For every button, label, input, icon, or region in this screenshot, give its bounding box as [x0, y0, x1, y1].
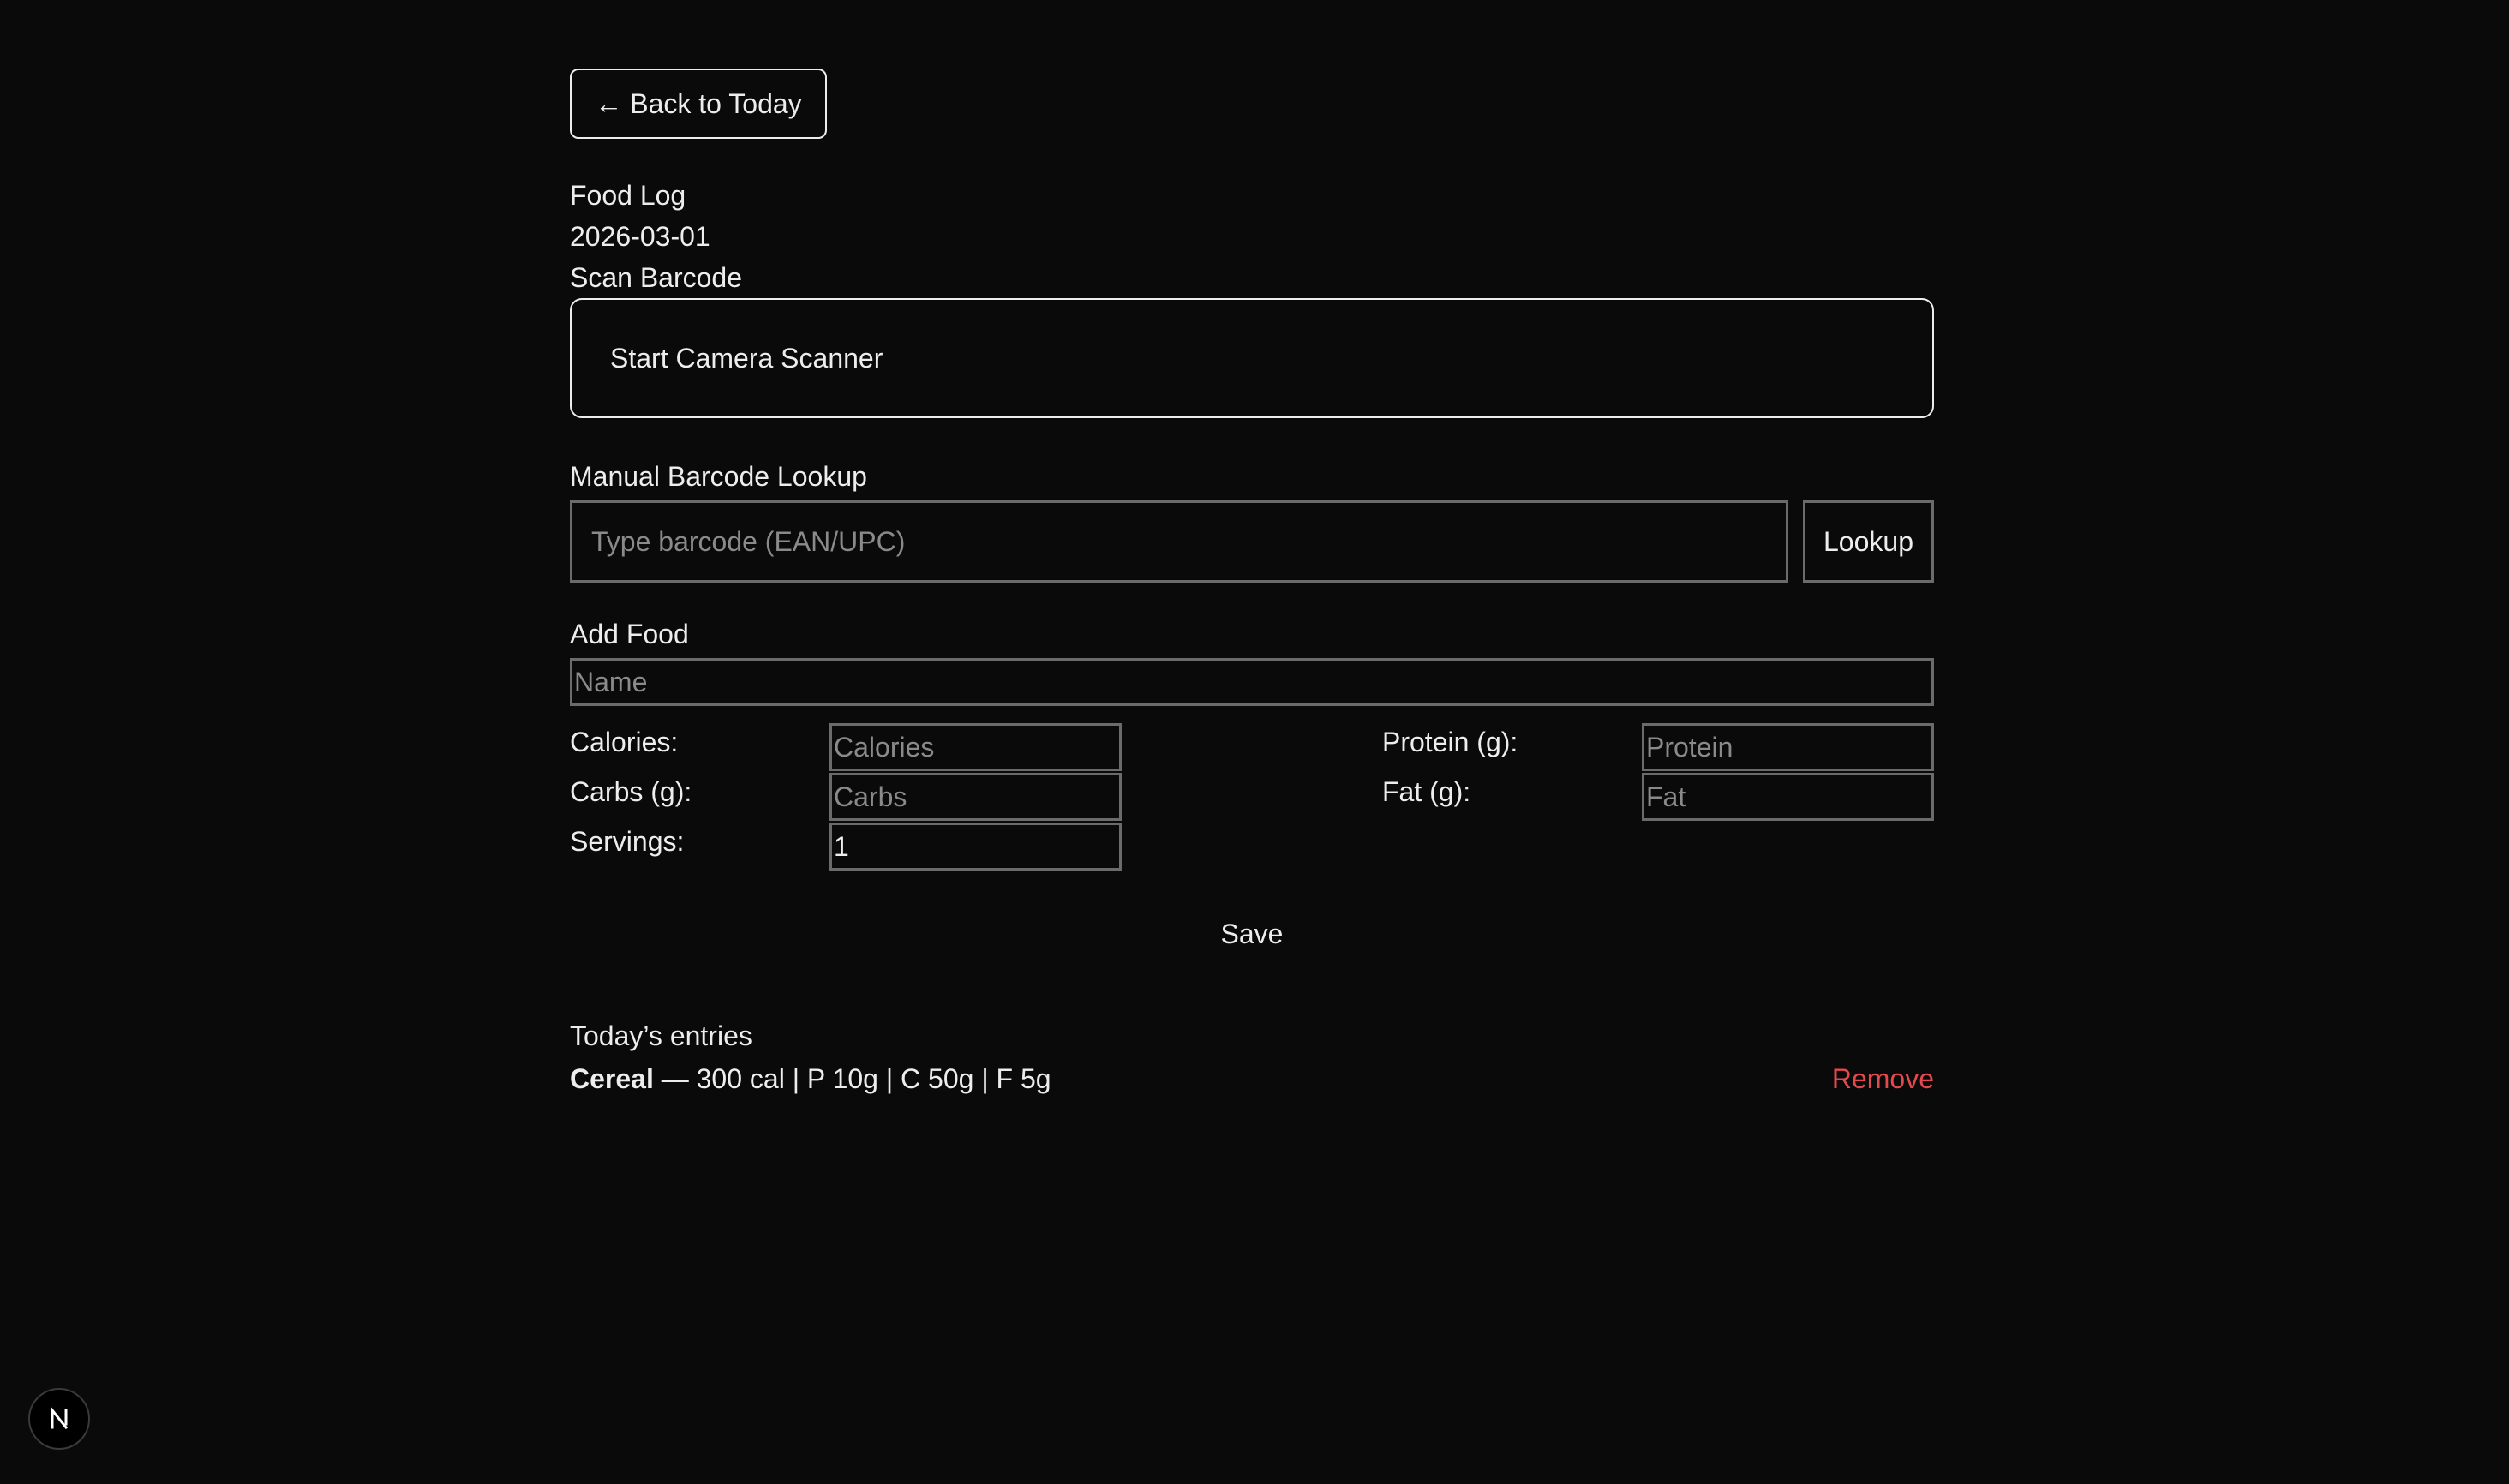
calories-input[interactable]	[829, 723, 1122, 771]
nextjs-n-glyph	[45, 1405, 73, 1433]
manual-barcode-heading: Manual Barcode Lookup	[570, 461, 867, 492]
fat-input[interactable]	[1642, 773, 1934, 821]
servings-label: Servings:	[570, 826, 685, 857]
scan-barcode-heading: Scan Barcode	[570, 262, 743, 293]
entry-row	[570, 1060, 1934, 1098]
carbs-label: Carbs (g):	[570, 776, 692, 807]
remove-entry-button[interactable]: Remove	[1831, 1063, 1934, 1094]
start-camera-scanner-button[interactable]	[570, 298, 1934, 418]
carbs-input[interactable]	[829, 773, 1122, 821]
protein-input[interactable]	[1642, 723, 1934, 771]
entry-details: — 300 cal | P 10g | C 50g | F 5g	[653, 1063, 1051, 1094]
protein-label: Protein (g):	[1382, 727, 1518, 757]
calories-label: Calories:	[570, 727, 679, 757]
log-date: 2026-03-01	[570, 221, 710, 252]
fat-label: Fat (g):	[1382, 776, 1471, 807]
add-food-heading: Add Food	[570, 619, 689, 649]
entry-name: Cereal	[570, 1063, 654, 1094]
todays-entries-heading: Today’s entries	[570, 1020, 752, 1051]
barcode-input[interactable]	[570, 500, 1788, 583]
lookup-button[interactable]: Lookup	[1803, 500, 1934, 583]
back-to-today-button[interactable]: ← Back to Today	[570, 69, 827, 139]
food-name-input[interactable]	[570, 658, 1934, 706]
servings-input[interactable]	[829, 823, 1122, 871]
nextjs-logo-icon[interactable]	[28, 1388, 90, 1450]
page-title: Food Log	[570, 180, 686, 211]
start-camera-scanner-label: Start Camera Scanner	[610, 342, 883, 374]
save-button[interactable]: Save	[1220, 918, 1284, 949]
